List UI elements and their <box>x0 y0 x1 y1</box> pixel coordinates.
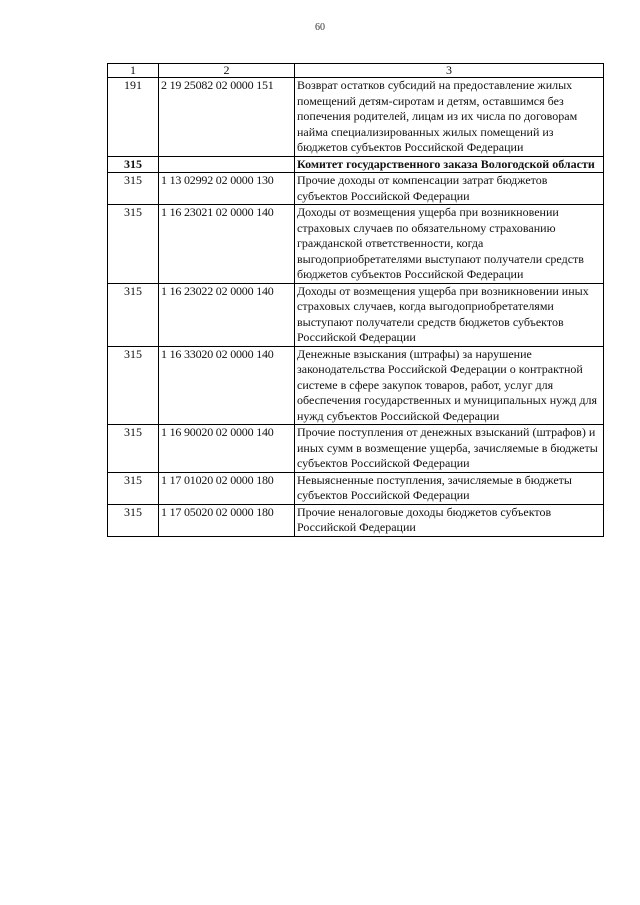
revenue-name-cell: Доходы от возмещения ущерба при возникновении страховых случаев по обязательному страхованию гражданской ответственности, когда выгодоприобретателями выступают получатели средств бюджетов субъектов Российской Федерации <box>295 205 604 284</box>
admin-code-cell: 315 <box>108 472 159 504</box>
column-header-3: 3 <box>295 64 604 78</box>
budget-code-cell: 1 16 90020 02 0000 140 <box>159 425 295 473</box>
budget-classification-table <box>107 63 604 537</box>
administrator-name-cell: Комитет государственного заказа Вологодской области <box>295 156 604 173</box>
admin-code-cell: 315 <box>108 156 159 173</box>
revenue-name-cell: Доходы от возмещения ущерба при возникновении иных страховых случаев, когда выгодоприобретателями выступают получатели средств бюджетов субъектов Российской Федерации <box>295 283 604 346</box>
table-row <box>108 425 604 473</box>
admin-code-cell: 315 <box>108 425 159 473</box>
table-header <box>108 64 604 78</box>
budget-code-cell <box>159 156 295 173</box>
budget-code-cell: 1 16 33020 02 0000 140 <box>159 346 295 425</box>
revenue-name-cell: Невыясненные поступления, зачисляемые в бюджеты субъектов Российской Федерации <box>295 472 604 504</box>
table-row <box>108 346 604 425</box>
revenue-name-cell: Возврат остатков субсидий на предоставление жилых помещений детям-сиротам и детям, оставшимся без попечения родителей, лицам из их числа по договорам найма специализированных жилых помещений из бюджетов субъектов Российской Федерации <box>295 78 604 157</box>
admin-code-cell: 315 <box>108 173 159 205</box>
budget-code-cell: 1 16 23021 02 0000 140 <box>159 205 295 284</box>
revenue-name-cell: Прочие поступления от денежных взысканий (штрафов) и иных сумм в возмещение ущерба, зачисляемые в бюджеты субъектов Российской Федерации <box>295 425 604 473</box>
admin-code-cell: 315 <box>108 346 159 425</box>
admin-code-cell: 315 <box>108 205 159 284</box>
admin-code-cell: 315 <box>108 283 159 346</box>
revenue-name-cell: Прочие неналоговые доходы бюджетов субъектов Российской Федерации <box>295 504 604 536</box>
budget-code-cell: 1 17 05020 02 0000 180 <box>159 504 295 536</box>
budget-code-cell: 1 16 23022 02 0000 140 <box>159 283 295 346</box>
table-body <box>108 78 604 537</box>
table-header-row <box>108 64 604 78</box>
revenue-name-cell: Денежные взыскания (штрафы) за нарушение законодательства Российской Федерации о контрактной системе в сфере закупок товаров, работ, услуг для обеспечения государственных и муниципальных нужд для нужд субъектов Российской Федерации <box>295 346 604 425</box>
table-row <box>108 472 604 504</box>
table-row <box>108 504 604 536</box>
page-number: 60 <box>315 22 325 33</box>
table-row <box>108 205 604 284</box>
budget-code-cell: 1 13 02992 02 0000 130 <box>159 173 295 205</box>
revenue-name-cell: Прочие доходы от компенсации затрат бюджетов субъектов Российской Федерации <box>295 173 604 205</box>
table-row <box>108 283 604 346</box>
column-header-1: 1 <box>108 64 159 78</box>
budget-code-cell: 1 17 01020 02 0000 180 <box>159 472 295 504</box>
admin-code-cell: 191 <box>108 78 159 157</box>
table-row <box>108 78 604 157</box>
section-row <box>108 156 604 173</box>
column-header-2: 2 <box>159 64 295 78</box>
table-row <box>108 173 604 205</box>
budget-code-cell: 2 19 25082 02 0000 151 <box>159 78 295 157</box>
admin-code-cell: 315 <box>108 504 159 536</box>
